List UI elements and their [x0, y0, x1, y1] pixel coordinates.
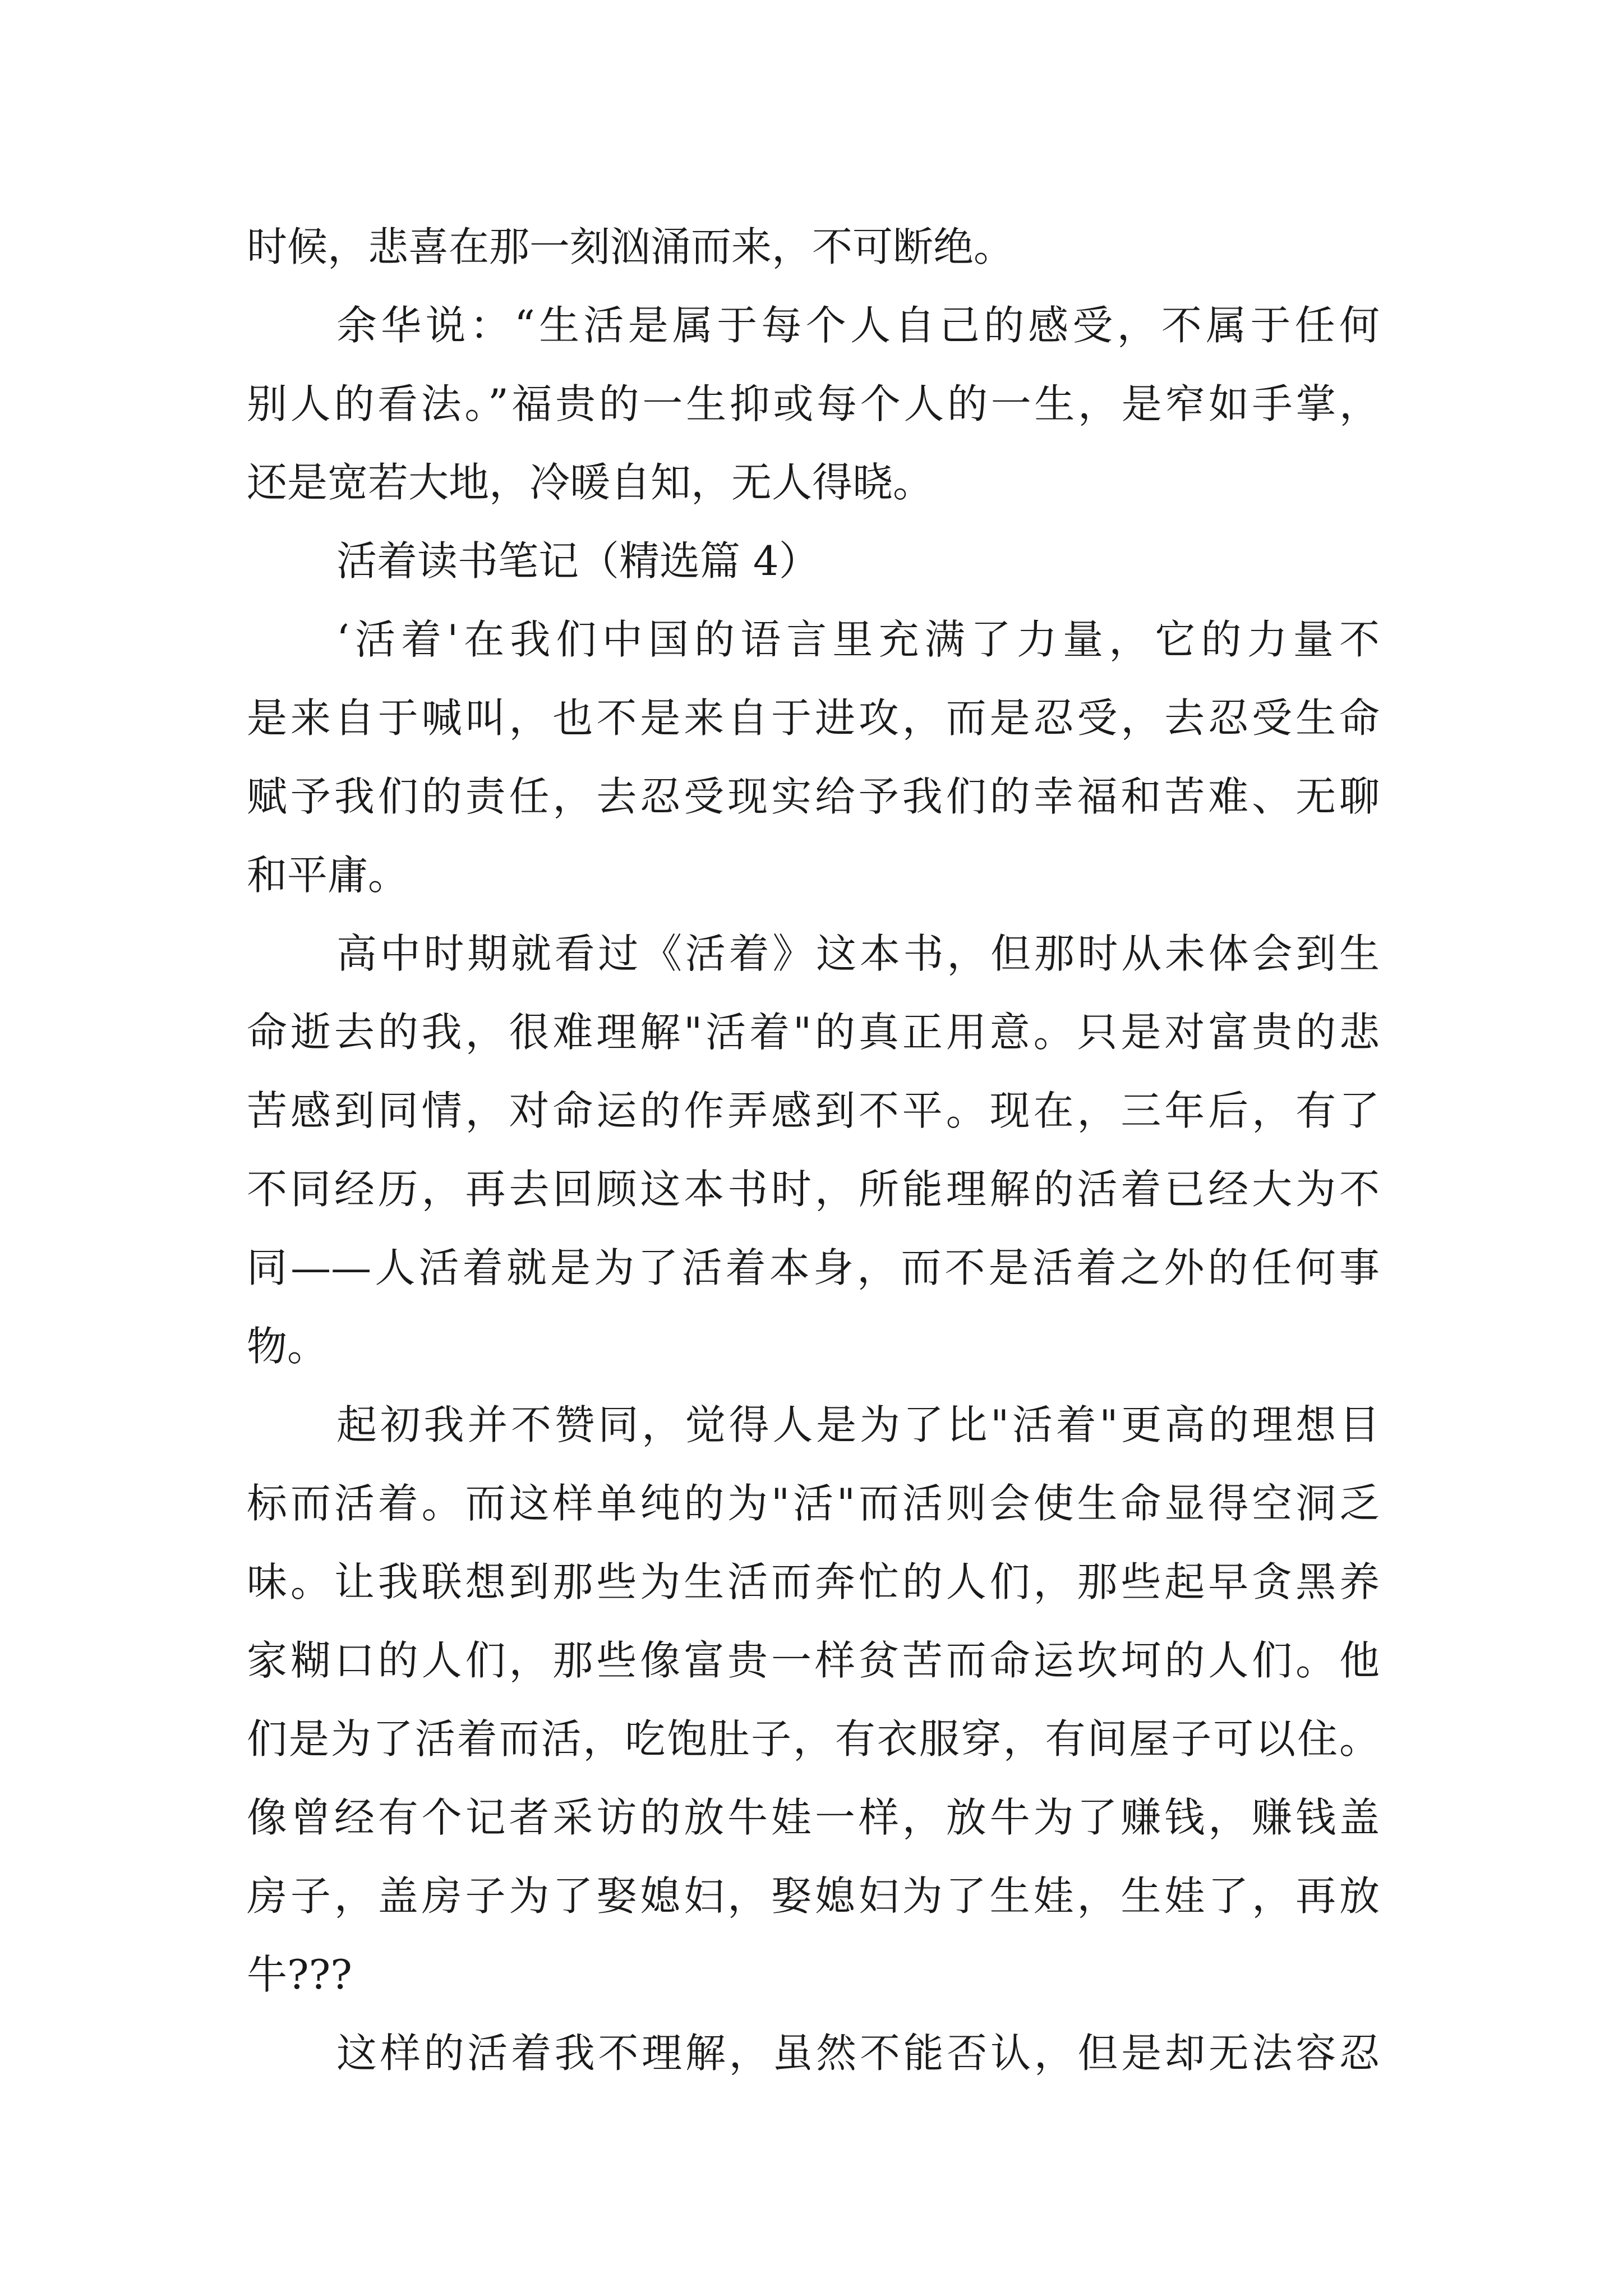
text-line: 还是宽若大地，冷暖自知，无人得晓。 [247, 459, 934, 506]
text-line: 家糊口的人们，那些像富贵一样贫苦而命运坎坷的人们。他 [247, 1637, 1380, 1684]
text-line: 时候，悲喜在那一刻汹涌而来，不可断绝。 [247, 223, 1015, 270]
text-line: 物。 [247, 1323, 328, 1370]
text-line: 高中时期就看过《活着》这本书，但那时从未体会到生 [336, 930, 1380, 977]
text-line: ‘活着'在我们中国的语言里充满了力量，它的力量不 [336, 616, 1380, 663]
text-line: 牛??? [247, 1951, 352, 1998]
section-heading: 活着读书笔记（精选篇 4） [336, 537, 819, 585]
text-line: 味。让我联想到那些为生活而奔忙的人们，那些起早贪黑养 [247, 1558, 1380, 1605]
text-line: 赋予我们的责任，去忍受现实给予我们的幸福和苦难、无聊 [247, 773, 1380, 820]
text-line: 像曾经有个记者采访的放牛娃一样，放牛为了赚钱，赚钱盖 [247, 1794, 1380, 1841]
text-line: 这样的活着我不理解，虽然不能否认，但是却无法容忍 [336, 2030, 1380, 2077]
text-line: 苦感到同情，对命运的作弄感到不平。现在，三年后，有了 [247, 1087, 1380, 1134]
text-line: 标而活着。而这样单纯的为"活"而活则会使生命显得空洞乏 [247, 1480, 1380, 1527]
text-line: 不同经历，再去回顾这本书时，所能理解的活着已经大为不 [247, 1166, 1380, 1213]
text-line: 和平庸。 [247, 852, 409, 899]
text-line: 起初我并不赞同，觉得人是为了比"活着"更高的理想目 [336, 1401, 1380, 1448]
text-line: 余华说：“生活是属于每个人自己的感受，不属于任何 [336, 302, 1380, 349]
text-line: 命逝去的我，很难理解"活着"的真正用意。只是对富贵的悲 [247, 1009, 1380, 1056]
text-line: 们是为了活着而活，吃饱肚子，有衣服穿，有间屋子可以住。 [247, 1715, 1380, 1763]
text-line: 别人的看法。”福贵的一生抑或每个人的一生，是窄如手掌， [247, 380, 1380, 427]
text-line: 是来自于喊叫，也不是来自于进攻，而是忍受，去忍受生命 [247, 694, 1380, 742]
text-line: 同——人活着就是为了活着本身，而不是活着之外的任何事 [247, 1244, 1380, 1291]
text-line: 房子，盖房子为了娶媳妇，娶媳妇为了生娃，生娃了，再放 [247, 1872, 1380, 1920]
